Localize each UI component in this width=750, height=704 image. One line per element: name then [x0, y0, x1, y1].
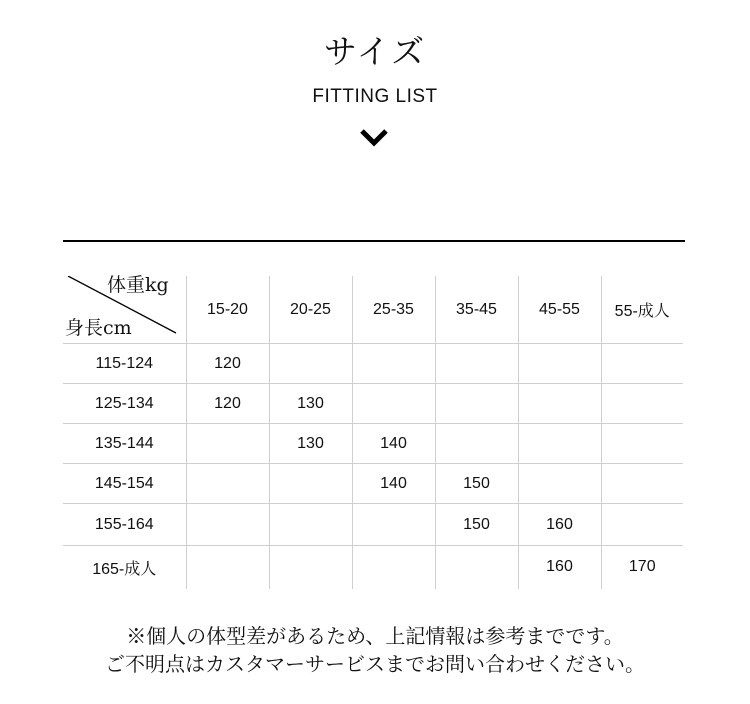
size-cell: 130	[269, 424, 352, 464]
height-axis-label: 身長cm	[65, 317, 132, 339]
size-cell	[518, 424, 601, 464]
height-row-header: 165-成人	[92, 560, 157, 578]
weight-column-header: 35-45	[435, 276, 518, 344]
size-cell	[435, 424, 518, 464]
size-cell	[186, 464, 269, 504]
weight-column-header: 25-35	[352, 276, 435, 344]
size-cell	[269, 464, 352, 504]
size-cell	[601, 344, 683, 384]
table-row	[63, 384, 683, 424]
size-cell	[518, 384, 601, 424]
divider-line	[63, 240, 685, 242]
size-cell: 160	[518, 546, 601, 589]
size-cell: 140	[352, 464, 435, 504]
size-cell	[269, 546, 352, 589]
size-cell	[186, 424, 269, 464]
height-row-header: 135-144	[63, 424, 186, 464]
table-corner-cell	[63, 276, 186, 344]
size-cell: 120	[186, 384, 269, 424]
page-title: サイズ	[323, 32, 427, 71]
size-cell	[352, 384, 435, 424]
height-row-header: 145-154	[63, 464, 186, 504]
disclaimer-note: ※個人の体型差があるため、上記情報は参考までです。	[126, 624, 624, 648]
size-cell	[601, 464, 683, 504]
size-cell	[518, 344, 601, 384]
contact-note: ご不明点はカスタマーサービスまでお問い合わせください。	[105, 652, 645, 676]
table-row	[63, 344, 683, 384]
weight-column-header: 20-25	[269, 276, 352, 344]
table-row	[63, 546, 683, 589]
height-row-header: 155-164	[63, 504, 186, 546]
size-cell	[186, 504, 269, 546]
size-cell	[435, 344, 518, 384]
size-cell: 150	[435, 464, 518, 504]
table-row	[63, 464, 683, 504]
size-cell	[269, 504, 352, 546]
chevron-down-icon	[358, 124, 390, 150]
size-cell: 140	[352, 424, 435, 464]
size-cell: 160	[518, 504, 601, 546]
size-chart-table	[63, 276, 683, 589]
size-cell	[352, 546, 435, 589]
size-cell	[269, 344, 352, 384]
size-cell: 170	[601, 546, 683, 589]
weight-axis-label: 体重kg	[107, 274, 169, 296]
size-cell	[601, 424, 683, 464]
size-cell	[601, 504, 683, 546]
size-cell	[518, 464, 601, 504]
size-cell	[186, 546, 269, 589]
size-cell	[435, 546, 518, 589]
size-cell: 130	[269, 384, 352, 424]
size-cell: 150	[435, 504, 518, 546]
size-cell: 120	[186, 344, 269, 384]
size-cell	[352, 344, 435, 384]
table-header-row	[63, 276, 683, 344]
page-subtitle: FITTING LIST	[312, 86, 438, 107]
table-row	[63, 504, 683, 546]
weight-column-header: 15-20	[186, 276, 269, 344]
weight-column-header: 55-成人	[601, 276, 683, 344]
size-cell	[352, 504, 435, 546]
size-cell	[435, 384, 518, 424]
table-row	[63, 424, 683, 464]
height-row-header: 125-134	[63, 384, 186, 424]
weight-column-header: 45-55	[518, 276, 601, 344]
size-cell	[601, 384, 683, 424]
height-row-header: 115-124	[63, 344, 186, 384]
